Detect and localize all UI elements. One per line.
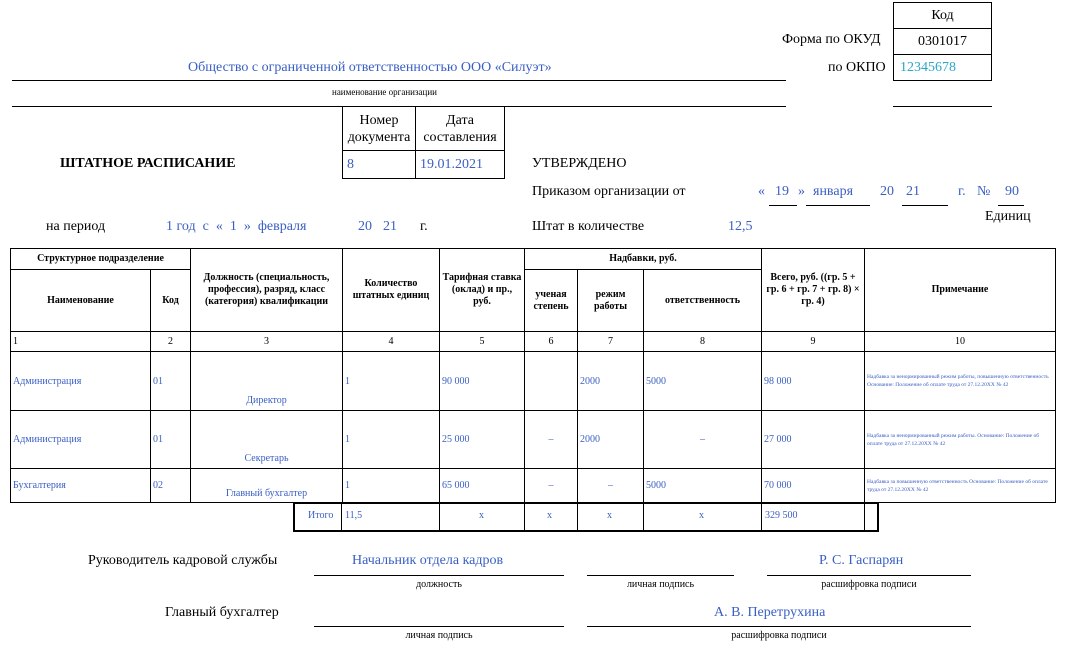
cell-count: 1 xyxy=(343,411,440,469)
period-label: на период xyxy=(46,219,106,234)
table-row xyxy=(11,411,1056,469)
cell-rate: 25 000 xyxy=(440,411,525,469)
period-year-prefix: 20 xyxy=(358,219,372,234)
column-numbers-row xyxy=(11,332,1056,352)
order-quote-close: » xyxy=(798,184,805,199)
th-responsibility: ответственность xyxy=(644,270,762,332)
cell-mode: – xyxy=(578,469,644,503)
totals-count: 11,5 xyxy=(345,510,363,521)
okpo-value: 12345678 xyxy=(893,54,992,81)
col-number: 4 xyxy=(343,332,440,352)
totals-degree: x xyxy=(547,510,552,521)
cell-position: Секретарь xyxy=(191,411,343,469)
th-mode: режим работы xyxy=(578,270,644,332)
totals-rate: x xyxy=(479,510,484,521)
cell-degree: – xyxy=(525,411,578,469)
acc-cap-decoding: расшифровка подписи xyxy=(731,630,827,641)
approved-label: УТВЕРЖДЕНО xyxy=(532,156,627,171)
col-number: 2 xyxy=(151,332,191,352)
th-position: Должность (специальность, профессия), разряд, класс (категория) квалификации xyxy=(191,249,343,332)
period-year-label: г. xyxy=(420,219,428,234)
th-rate: Тарифная ставка (оклад) и пр., руб. xyxy=(440,249,525,332)
code-header: Код xyxy=(893,2,992,29)
units-label: Единиц xyxy=(985,209,1031,224)
col-number: 5 xyxy=(440,332,525,352)
cell-count: 1 xyxy=(343,352,440,411)
table-row xyxy=(11,469,1056,503)
accountant-name: А. В. Перетрухина xyxy=(714,605,826,620)
okud-value: 0301017 xyxy=(893,28,992,55)
document-title: ШТАТНОЕ РАСПИСАНИЕ xyxy=(60,156,236,171)
order-day: 19 xyxy=(775,184,789,199)
cell-dept: Администрация xyxy=(11,352,151,411)
cell-mode: 2000 xyxy=(578,352,644,411)
staff-value: 12,5 xyxy=(728,219,753,234)
table-row xyxy=(11,352,1056,411)
col-number: 3 xyxy=(191,332,343,352)
cell-total: 98 000 xyxy=(762,352,865,411)
col-number: 8 xyxy=(644,332,762,352)
cell-note: Надбавка за ненормированный режим работы. Основание: Положение об оплате труда от 27.12.20XX № 42 xyxy=(865,411,1056,469)
order-year-suffix: 21 xyxy=(906,184,920,199)
staff-table xyxy=(10,248,1056,503)
cell-code: 02 xyxy=(151,469,191,503)
hr-name: Р. С. Гаспарян xyxy=(819,553,904,568)
order-month: января xyxy=(813,184,854,199)
period-year-suffix: 21 xyxy=(383,219,397,234)
cell-position: Главный бухгалтер xyxy=(191,469,343,503)
col-number: 6 xyxy=(525,332,578,352)
cell-responsibility: – xyxy=(644,411,762,469)
cell-degree: – xyxy=(525,469,578,503)
order-number: 90 xyxy=(1005,184,1019,199)
cell-dept: Бухгалтерия xyxy=(11,469,151,503)
doc-number: 8 xyxy=(342,150,416,179)
cell-count: 1 xyxy=(343,469,440,503)
order-year-prefix: 20 xyxy=(880,184,894,199)
cell-degree xyxy=(525,352,578,411)
cell-dept: Администрация xyxy=(11,411,151,469)
th-structural: Структурное подразделение xyxy=(11,249,191,270)
cell-note: Надбавка за повышенную ответственность Основание: Положение об оплате труда от 27.12.20XX № 42 xyxy=(865,469,1056,503)
cell-responsibility: 5000 xyxy=(644,469,762,503)
cap-signature: личная подпись xyxy=(626,579,695,590)
cell-responsibility: 5000 xyxy=(644,352,762,411)
cell-rate: 90 000 xyxy=(440,352,525,411)
order-year-label: г. xyxy=(958,184,966,199)
hr-position: Начальник отдела кадров xyxy=(352,553,504,568)
th-note: Примечание xyxy=(865,249,1056,332)
organization-name: Общество с ограниченной ответственностью ООО «Силуэт» xyxy=(188,60,552,75)
th-total: Всего, руб. ((гр. 5 + гр. 6 + гр. 7 + гр. 8) × гр. 4) xyxy=(762,249,865,332)
cell-position: Директор xyxy=(191,352,343,411)
hr-label: Руководитель кадровой службы xyxy=(88,553,278,568)
totals-total: 329 500 xyxy=(765,510,798,521)
doc-date-header-text: Дата составления xyxy=(423,113,497,145)
doc-date-header xyxy=(415,106,505,151)
cell-note: Надбавка за ненормированный режим работы, повышенную ответственность Основание: Положение об оплате труда от 27.12.20XX № 42 xyxy=(865,352,1056,411)
totals-label: Итого xyxy=(308,510,334,521)
col-number: 1 xyxy=(11,332,151,352)
accountant-label: Главный бухгалтер xyxy=(165,605,279,620)
col-number: 10 xyxy=(865,332,1056,352)
col-number: 9 xyxy=(762,332,865,352)
totals-resp: x xyxy=(699,510,704,521)
th-allowances: Надбавки, руб. xyxy=(525,249,762,270)
organization-caption: наименование организации xyxy=(332,87,437,97)
cell-mode: 2000 xyxy=(578,411,644,469)
cell-code: 01 xyxy=(151,411,191,469)
okpo-label: по ОКПО xyxy=(828,60,886,75)
th-name: Наименование xyxy=(11,270,151,332)
cell-code: 01 xyxy=(151,352,191,411)
cell-total: 27 000 xyxy=(762,411,865,469)
doc-number-header xyxy=(342,106,416,151)
totals-mode: x xyxy=(607,510,612,521)
th-count: Количество штатных единиц xyxy=(343,249,440,332)
okud-label: Форма по ОКУД xyxy=(782,32,881,47)
doc-number-header-text: Номер документа xyxy=(347,113,411,145)
th-degree: ученая степень xyxy=(525,270,578,332)
cap-decoding: расшифровка подписи xyxy=(821,579,917,590)
col-number: 7 xyxy=(578,332,644,352)
cell-rate: 65 000 xyxy=(440,469,525,503)
acc-cap-signature: личная подпись xyxy=(405,630,473,641)
staff-label: Штат в количестве xyxy=(532,219,645,234)
th-code: Код xyxy=(151,270,191,332)
doc-date: 19.01.2021 xyxy=(415,150,505,179)
period-value: 1 год с « 1 » февраля xyxy=(166,219,307,234)
order-quote-open: « xyxy=(758,184,765,199)
cell-total: 70 000 xyxy=(762,469,865,503)
cap-position: должность xyxy=(416,579,462,590)
order-label: Приказом организации от xyxy=(532,184,686,199)
order-number-label: № xyxy=(977,184,991,199)
